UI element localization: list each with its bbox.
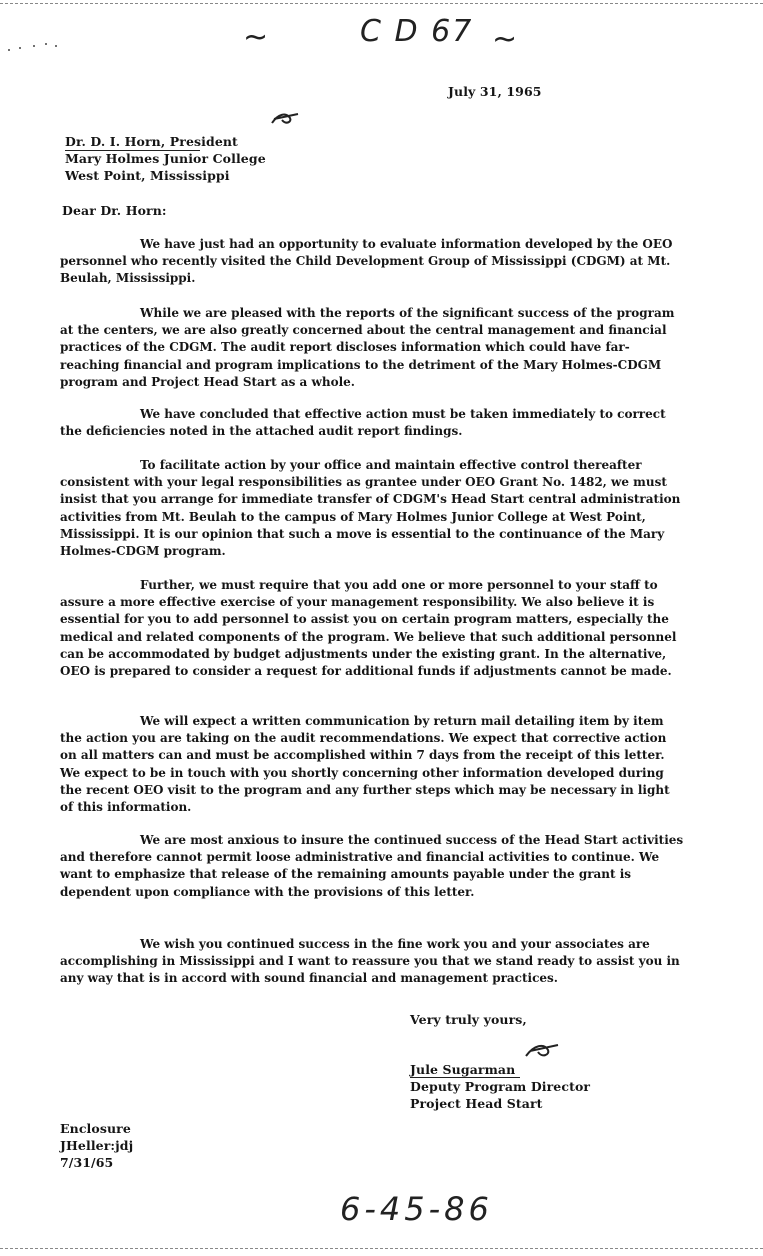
header-mark-right: ~ (492, 22, 518, 57)
typist-initials: JHeller:jdj (60, 1138, 134, 1153)
valediction: Very truly yours, (410, 1012, 527, 1027)
recipient-underline (65, 150, 200, 151)
body-paragraph-6: We will expect a written communication by return mail detailing item by item the action you are taking on the audit recommendations. We expect that corrective action on all matters can and must be accomplished within 7 days from the receipt of this letter. We expect to be in touch with you shortly concerning other information developed during the recent OEO visit to the program and any further steps which may be necessary in light of this information. (60, 714, 670, 815)
recipient-location: West Point, Mississippi (65, 168, 230, 183)
signer-underline (410, 1077, 520, 1078)
recipient-address (65, 133, 266, 184)
enclosure-note: Enclosure (60, 1121, 131, 1136)
body-paragraph-3: We have concluded that effective action must be taken immediately to correct the deficiencies noted in the attached audit report findings. (60, 407, 666, 439)
check-mark-icon (268, 110, 302, 132)
body-paragraph-4: To facilitate action by your office and maintain effective control thereafter consistent with your legal responsibilities as grantee under OEO Grant No. 1482, we must insist that you arrange for immediate transfer of CDGM's Head Start central administration activities from Mt. Beulah to the campus of Mary Holmes Junior College at West Point, Mississippi. It is our opinion that such a move is essential to the continuance of the Mary Holmes-CDGM program. (60, 458, 681, 559)
signer-program: Project Head Start (410, 1096, 543, 1111)
scan-specks (6, 38, 66, 50)
footer-references (60, 1120, 133, 1171)
header-mark-left: ~ (243, 20, 269, 55)
signer-title: Deputy Program Director (410, 1079, 591, 1094)
handwritten-file-number: 6-45-86 (340, 1190, 493, 1228)
handwritten-stamp: C D 67 (360, 14, 474, 49)
salutation: Dear Dr. Horn: (62, 203, 167, 218)
body-paragraph-2: While we are pleased with the reports of the significant success of the program at the centers, we are also greatly concerned about the central management and financial practices of the CDGM. The audit report discloses information which could have far-reaching financial and program implications to the detriment of the Mary Holmes-CDGM program and Project Head Start as a whole. (60, 306, 675, 389)
recipient-institution: Mary Holmes Junior College (65, 151, 266, 166)
signer-name: Jule Sugarman (410, 1062, 516, 1077)
body-paragraph-1: We have just had an opportunity to evaluate information developed by the OEO personnel who recently visited the Child Development Group of Mississippi (CDGM) at Mt. Beulah, Mississippi. (60, 237, 673, 286)
top-scan-edge (0, 3, 763, 4)
footer-date: 7/31/65 (60, 1155, 114, 1170)
body-paragraph-7: We are most anxious to insure the continued success of the Head Start activities and therefore cannot permit loose administrative and financial activities to continue. We want to emphasize that release of the remaining amounts payable under the grant is dependent upon compliance with the provisions of this letter. (60, 833, 684, 899)
bottom-scan-edge (0, 1248, 763, 1249)
body-paragraph-5: Further, we must require that you add one or more personnel to your staff to assure a more effective exercise of your management responsibility. We also believe it is essential for you to add personnel to assist you on certain program matters, especially the medical and related components of the program. We believe that such additional personnel can be accommodated by budget adjustments under the existing grant. In the alternative, OEO is prepared to consider a request for additional funds if adjustments cannot be made. (60, 578, 677, 679)
letter-date: July 31, 1965 (448, 84, 542, 99)
recipient-name-title: Dr. D. I. Horn, President (65, 134, 238, 149)
signature-block (410, 1061, 590, 1112)
body-paragraph-8: We wish you continued success in the fine work you and your associates are accomplishing in Mississippi and I want to reassure you that we stand ready to assist you in any way that is in accord with sound financial and management practices. (60, 937, 680, 986)
